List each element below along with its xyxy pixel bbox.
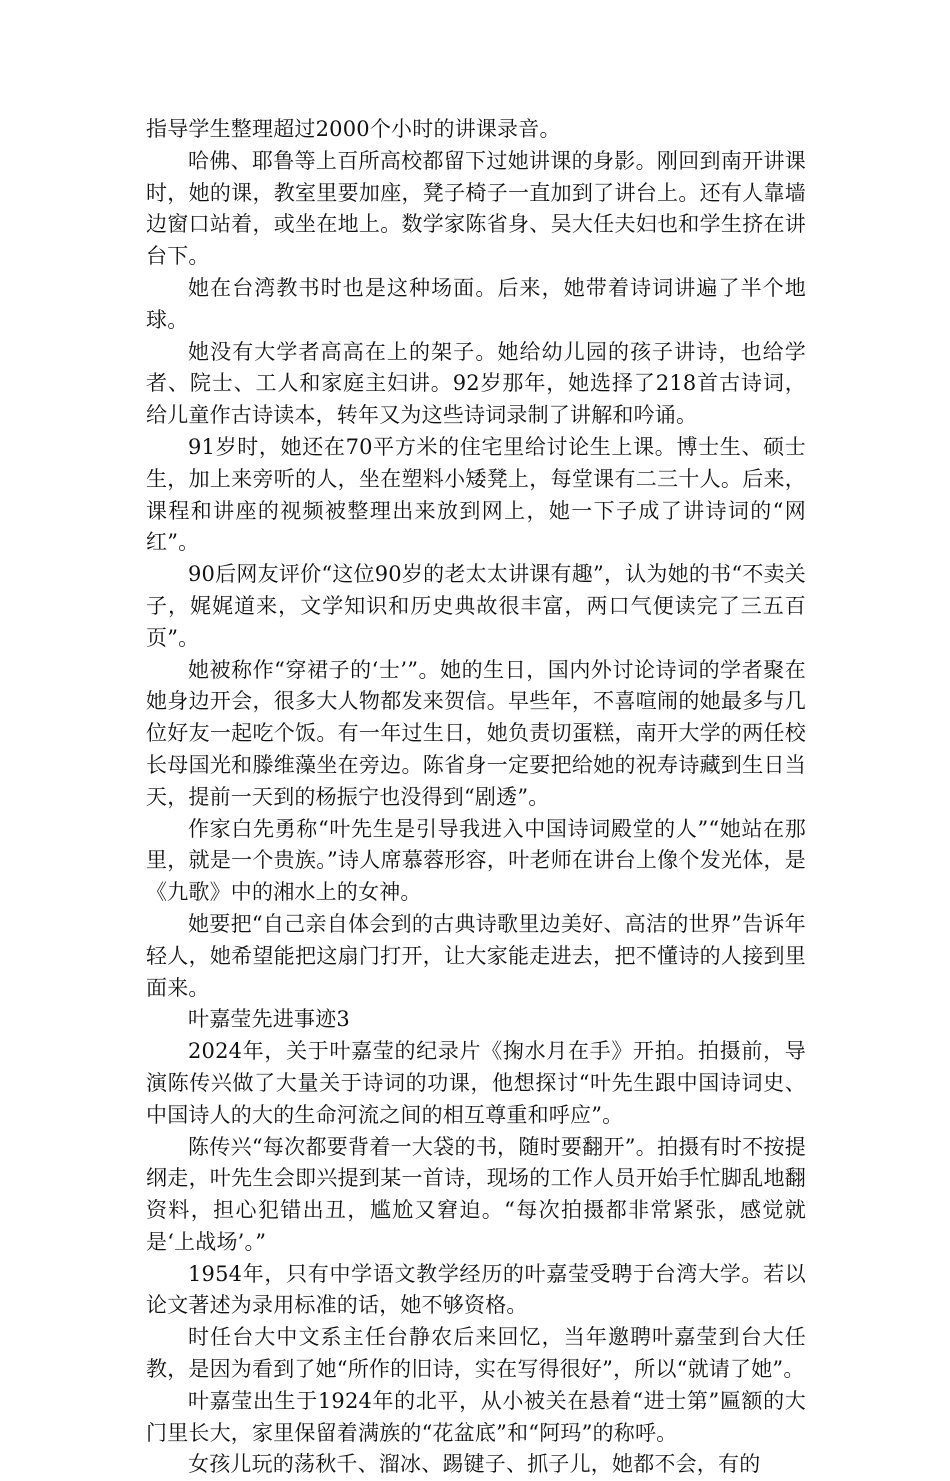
paragraph-documentary: 2024年，关于叶嘉莹的纪录片《掬水月在手》开拍。拍摄前，导演陈传兴做了大量关于诗词的功课，他想探讨“叶先生跟中国诗词史、中国诗人的大的生命河流之间的相互尊重和呼应”。: [146, 1039, 806, 1127]
paragraph-1954-hire: 1954年，只有中学语文教学经历的叶嘉莹受聘于台湾大学。若以论文著述为录用标准的话，她不够资格。: [146, 1261, 806, 1318]
section-heading: 叶嘉莹先进事迹3: [188, 1007, 350, 1032]
paragraph-lecture-venues: 哈佛、耶鲁等上百所高校都留下过她讲课的身影。刚回到南开讲课时，她的课，教室里要加座，凳子椅子一直加到了讲台上。还有人靠墙边窗口站着，或坐在地上。数学家陈省身、吴大任夫妇也和学生挤在讲台下。: [146, 148, 806, 269]
paragraph-tai-jingnong: 时任台大中文系主任台静农后来回忆，当年邀聘叶嘉莹到台大任教，是因为看到了她“所作的旧诗，实在写得很好”，所以“就请了她”。: [146, 1325, 806, 1382]
paragraph-netizen-review: 90后网友评价“这位90岁的老太太讲课有趣”，认为她的书“不卖关子，娓娓道来，文学知识和历史典故很丰富，两口气便读完了三五百页”。: [146, 562, 806, 650]
paragraph-taiwan-teaching: 她在台湾教书时也是这种场面。后来，她带着诗词讲遍了半个地球。: [146, 275, 806, 332]
paragraph-filming: 陈传兴“每次都要背着一大袋的书，随时要翻开”。拍摄有时不按提纲走，叶先生会即兴提到某一首诗，现场的工作人员开始手忙脚乱地翻资料，担心犯错出丑，尴尬又窘迫。“每次拍摄都非常紧张，感觉就是‘上战场’。”: [146, 1134, 806, 1254]
paragraph-praise: 作家白先勇称“叶先生是引导我进入中国诗词殿堂的人”“她站在那里，就是一个贵族。”诗人席慕蓉形容，叶老师在讲台上像个发光体，是《九歌》中的湘水上的女神。: [146, 816, 806, 905]
paragraph-birth: 叶嘉莹出生于1924年的北平，从小被关在悬着“进士第”匾额的大门里长大，家里保留着满族的“花盆底”和“阿玛”的称呼。: [146, 1388, 806, 1445]
document-page: [146, 114, 806, 1481]
paragraph-home-classes: 91岁时，她还在70平方米的住宅里给讨论生上课。博士生、硕士生，加上来旁听的人，坐在塑料小矮凳上，每堂课有二三十人。后来，课程和讲座的视频被整理出来放到网上，她一下子成了讲诗词的“网红”。: [146, 434, 806, 555]
paragraph-continuation: 指导学生整理超过2000个小时的讲课录音。: [146, 117, 561, 141]
paragraph-no-airs: 她没有大学者高高在上的架子。她给幼儿园的孩子讲诗，也给学者、院士、工人和家庭主妇讲。92岁那年，她选择了218首古诗词，给儿童作古诗读本，转年又为这些诗词录制了讲解和吟诵。: [146, 339, 806, 428]
paragraph-childhood: 女孩儿玩的荡秋千、溜冰、踢键子、抓子儿，她都不会，有的: [188, 1452, 761, 1477]
paragraph-birthday: 她被称作“穿裙子的‘士’”。她的生日，国内外讨论诗词的学者聚在她身边开会，很多大人物都发来贺信。早些年，不喜喧闹的她最多与几位好友一起吃个饭。有一年过生日，她负责切蛋糕，南开大学的两任校长母国光和滕维藻坐在旁边。陈省身一定要把给她的祝寿诗藏到生日当天，提前一天到的杨振宁也没得到“剧透”。: [146, 657, 806, 809]
paragraph-open-door: 她要把“自己亲自体会到的古典诗歌里边美好、高洁的世界”告诉年轻人，她希望能把这扇门打开，让大家能走进去，把不懂诗的人接到里面来。: [146, 911, 806, 1000]
